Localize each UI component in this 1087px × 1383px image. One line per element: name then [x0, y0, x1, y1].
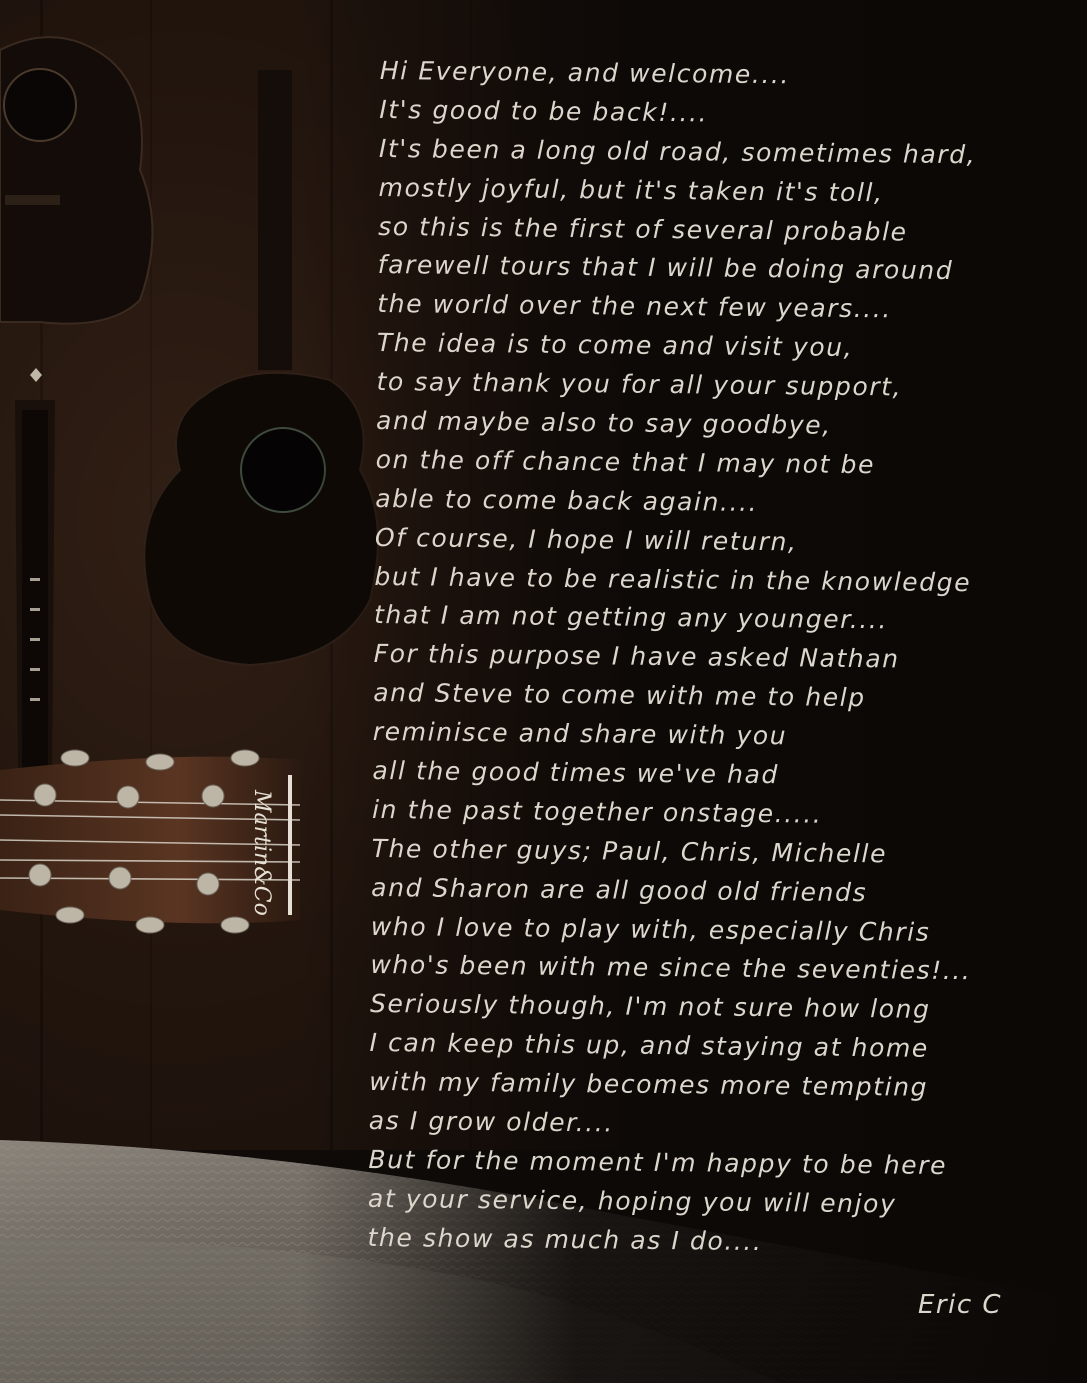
letter-line: reminisce and share with you — [372, 717, 788, 751]
letter-line: and Sharon are all good old friends — [371, 872, 868, 907]
letter-line: For this purpose I have asked Nathan — [373, 639, 900, 674]
letter-line: who I love to play with, especially Chris — [370, 911, 931, 947]
letter-line: It's been a long old road, sometimes hard, — [378, 133, 977, 170]
letter-line: but I have to be realistic in the knowledge — [374, 561, 972, 597]
letter-line: I can keep this up, and staying at home — [369, 1028, 930, 1064]
letter-line: in the past together onstage..... — [371, 794, 823, 829]
letter-line: and maybe also to say goodbye, — [375, 405, 832, 440]
guitar-neck-left — [15, 368, 55, 790]
letter-line: and Steve to come with me to help — [373, 678, 866, 713]
letter-line: that I am not getting any younger.... — [373, 600, 889, 635]
letter-line: Of course, I hope I will return, — [374, 522, 798, 557]
letter-line: all the good times we've had — [372, 755, 780, 790]
headstock-logo: Martin&Co — [249, 790, 274, 916]
letter-line: with my family becomes more tempting — [369, 1067, 929, 1102]
letter-line: It's good to be back!.... — [379, 94, 709, 128]
letter-line: The other guys; Paul, Chris, Michelle — [371, 833, 888, 869]
letter-line: at your service, hoping you will enjoy — [367, 1183, 897, 1219]
letter-line: the world over the next few years.... — [377, 289, 893, 324]
letter-line: But for the moment I'm happy to be here — [368, 1144, 948, 1180]
letter-line: on the off chance that I may not be — [375, 444, 876, 480]
letter-line: able to come back again.... — [375, 483, 759, 517]
letter-line: the show as much as I do.... — [367, 1222, 763, 1256]
letter-line: The idea is to come and visit you, — [376, 328, 854, 363]
letter-line: to say thank you for all your support, — [376, 367, 903, 402]
letter-body — [367, 52, 1040, 1264]
letter-line: farewell tours that I will be doing around — [377, 250, 954, 286]
letter-line: mostly joyful, but it's taken it's toll, — [378, 172, 884, 207]
letter-line: Hi Everyone, and welcome.... — [379, 55, 791, 90]
guitar-headstock — [0, 750, 300, 933]
letter-line: as I grow older.... — [368, 1105, 615, 1138]
signature: Eric C — [918, 1290, 1003, 1320]
letter-line: so this is the first of several probable — [378, 211, 908, 247]
letter-line: who's been with me since the seventies!... — [370, 950, 972, 986]
letter-line: Seriously though, I'm not sure how long — [369, 989, 931, 1025]
